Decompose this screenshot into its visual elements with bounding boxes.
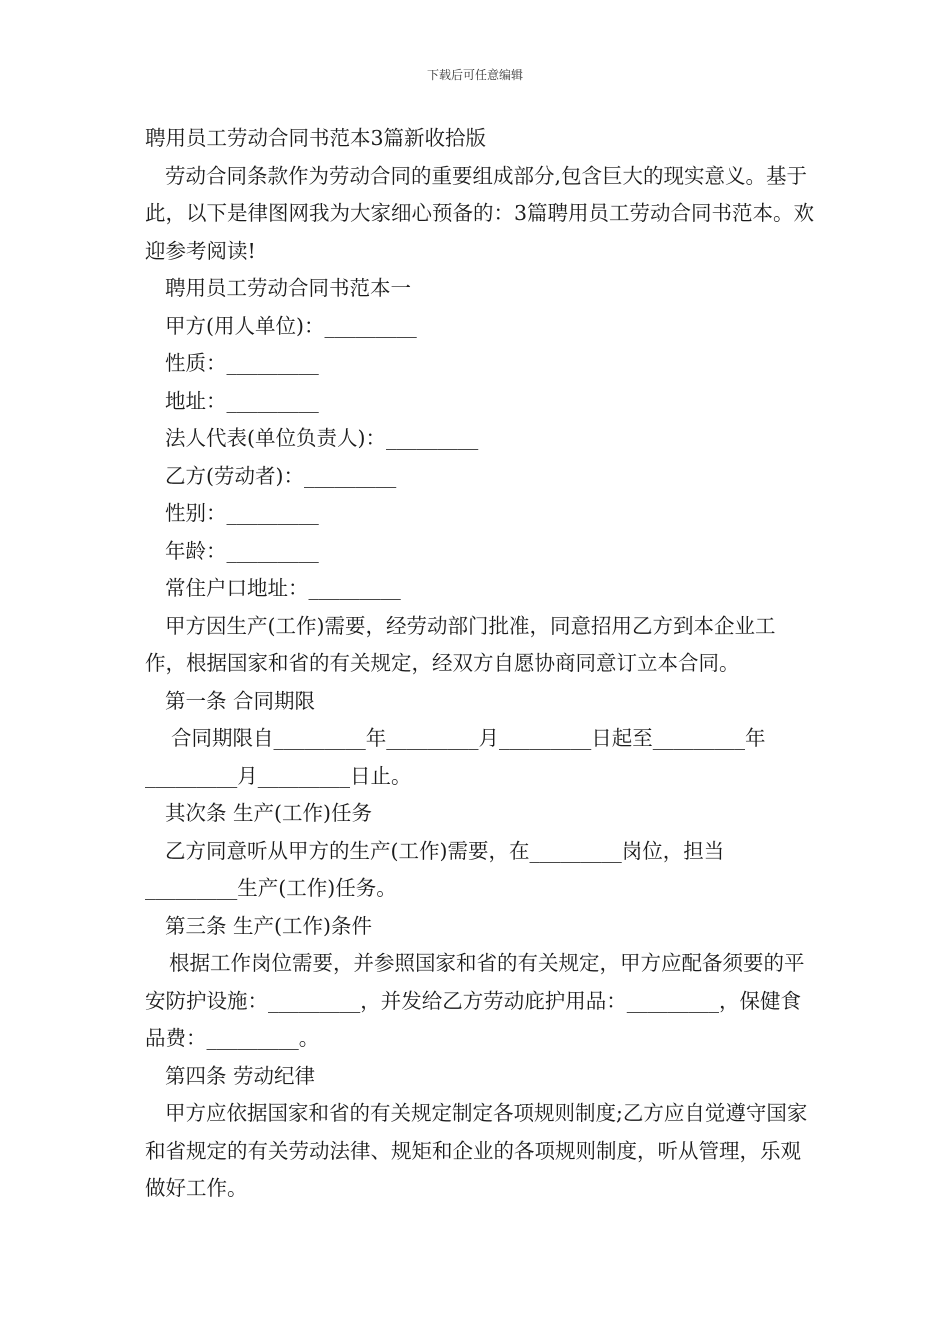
preamble-paragraph: 甲方因生产(工作)需要，经劳动部门批准，同意招用乙方到本企业工作，根据国家和省的有关规定，经双方自愿协商同意订立本合同。 xyxy=(145,613,776,675)
article-body: 合同期限自_________年_________月_________日起至_________年_________月_________日止。 xyxy=(145,726,766,788)
article-body: 乙方同意听从甲方的生产(工作)需要，在_________岗位，担当_________生产(工作)任务。 xyxy=(145,838,725,900)
document-title: 聘用员工劳动合同书范本3篇新收拾版 xyxy=(145,126,487,150)
header-note: 下载后可任意编辑 xyxy=(426,68,523,82)
field-employee: 乙方(劳动者)：_________ xyxy=(165,463,397,488)
field-residence: 常住户口地址：_________ xyxy=(165,576,401,600)
article-heading: 第三条 生产(工作)条件 xyxy=(165,913,373,938)
article-heading: 第四条 劳动纪律 xyxy=(165,1063,316,1088)
field-gender: 性别：_________ xyxy=(165,501,319,525)
field-employer: 甲方(用人单位)：_________ xyxy=(165,313,417,338)
document-body xyxy=(145,120,815,1208)
intro-paragraph: 劳动合同条款作为劳动合同的重要组成部分,包含巨大的现实意义。基于此，以下是律图网我为大家细心预备的：3篇聘用员工劳动合同书范本。欢迎参考阅读! xyxy=(145,163,815,263)
article-heading: 第一条 合同期限 xyxy=(165,688,316,713)
article-body: 根据工作岗位需要，并参照国家和省的有关规定，甲方应配备须要的平安防护设施：_________，并发给乙方劳动庇护用品：_________，保健食品费：_________。 xyxy=(145,951,805,1050)
article-heading: 其次条 生产(工作)任务 xyxy=(165,801,373,825)
field-nature: 性质：_________ xyxy=(165,351,319,375)
field-address: 地址：_________ xyxy=(165,388,319,413)
field-legal-rep: 法人代表(单位负责人)：_________ xyxy=(165,426,479,450)
section-title: 聘用员工劳动合同书范本一 xyxy=(165,276,411,300)
field-age: 年龄：_________ xyxy=(165,538,319,563)
article-body: 甲方应依据国家和省的有关规定制定各项规则制度;乙方应自觉遵守国家和省规定的有关劳动法律、规矩和企业的各项规则制度，听从管理，乐观做好工作。 xyxy=(145,1101,808,1200)
